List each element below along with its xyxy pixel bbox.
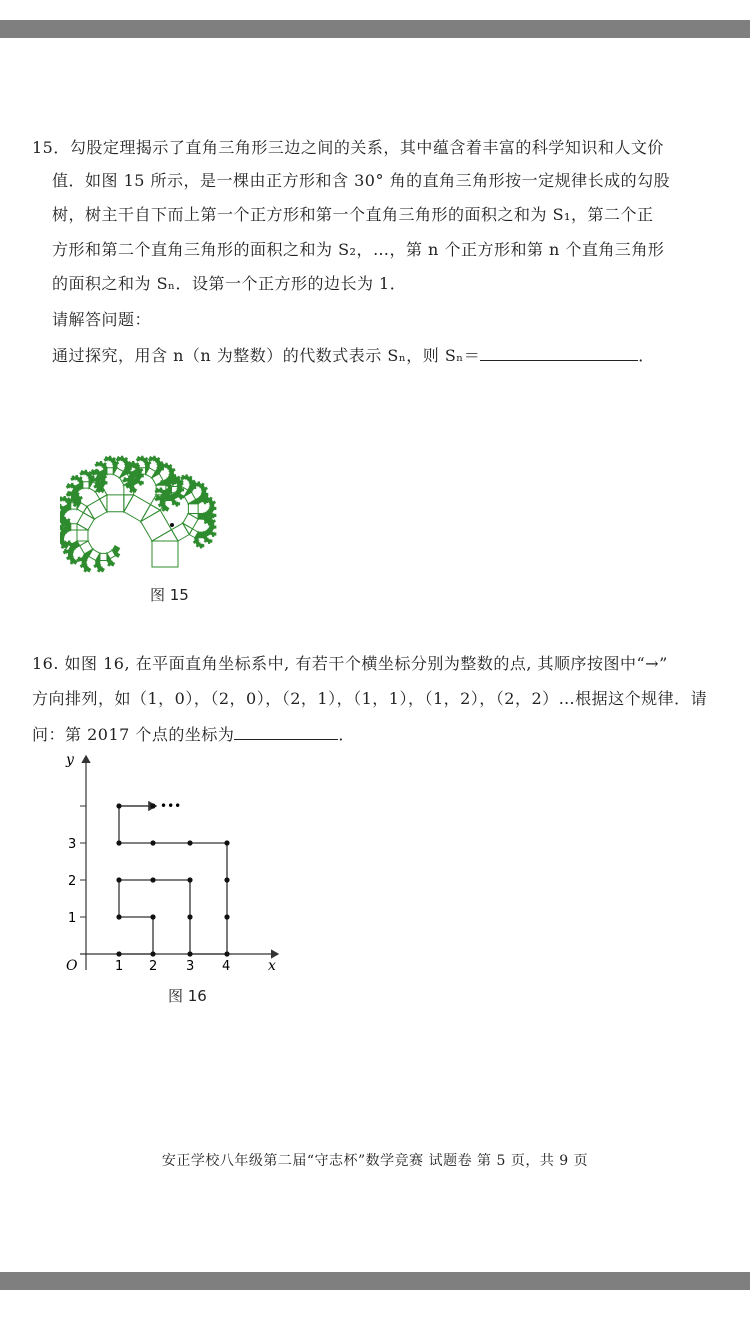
q16-line-3-text: 问：第 2017 个点的坐标为 — [32, 725, 235, 744]
q16-end: ． — [338, 725, 355, 744]
point-path — [119, 806, 227, 954]
page-footer: 安正学校八年级第二届“守志杯”数学竞赛 试题卷 第 5 页，共 9 页 — [161, 1153, 589, 1169]
bottom-bar — [0, 1272, 750, 1290]
q15-line-4: 方形和第二个直角三角形的面积之和为 S₂，…，第 n 个正方形和第 n 个直角三角形 — [52, 240, 665, 259]
pythagoras-tree-figure — [60, 375, 270, 575]
figure-15-caption: 图 15 — [150, 586, 189, 604]
q15-question — [52, 342, 655, 368]
y-tick-3: 3 — [68, 837, 77, 852]
q15-line-1: 15．勾股定理揭示了直角三角形三边之间的关系，其中蕴含着丰富的科学知识和人文价 — [32, 138, 664, 157]
q15-end: ． — [638, 346, 655, 365]
coordinate-figure — [60, 748, 300, 978]
q15-line-2: 值．如图 15 所示，是一棵由正方形和含 30° 角的直角三角形按一定规律长成的勾股 — [52, 171, 671, 190]
q15-answer-blank[interactable] — [480, 342, 638, 361]
q15-question-text: 通过探究，用含 n（n 为整数）的代数式表示 Sₙ，则 Sₙ＝ — [52, 346, 481, 365]
path-ellipsis: ••• — [160, 799, 182, 813]
q15-line-3: 树，树主干自下而上第一个正方形和第一个直角三角形的面积之和为 S₁，第二个正 — [52, 205, 654, 224]
tree-drawing — [60, 456, 216, 572]
x-axis-label: x — [268, 958, 276, 974]
origin-label: O — [66, 958, 78, 974]
figure-16-caption: 图 16 — [168, 987, 207, 1005]
y-tick-2: 2 — [68, 874, 77, 889]
q16-line-2: 方向排列，如（1，0），（2，0），（2，1），（1，1），（1，2），（2，2）…根据这个规律．请 — [32, 689, 708, 708]
q15-prompt: 请解答问题： — [52, 310, 152, 329]
q16-line-3 — [32, 721, 355, 747]
q16-answer-blank[interactable] — [234, 721, 338, 740]
x-tick-3: 3 — [186, 959, 195, 974]
x-tick-2: 2 — [149, 959, 158, 974]
x-tick-1: 1 — [115, 959, 124, 974]
q15-line-5: 的面积之和为 Sₙ．设第一个正方形的边长为 1． — [52, 274, 407, 293]
y-axis-label: y — [66, 752, 74, 768]
x-tick-4: 4 — [222, 959, 231, 974]
q16-line-1: 16. 如图 16, 在平面直角坐标系中, 有若干个横坐标分别为整数的点, 其顺序按图中“→” — [32, 654, 668, 673]
top-bar — [0, 20, 750, 38]
y-tick-1: 1 — [68, 911, 77, 926]
